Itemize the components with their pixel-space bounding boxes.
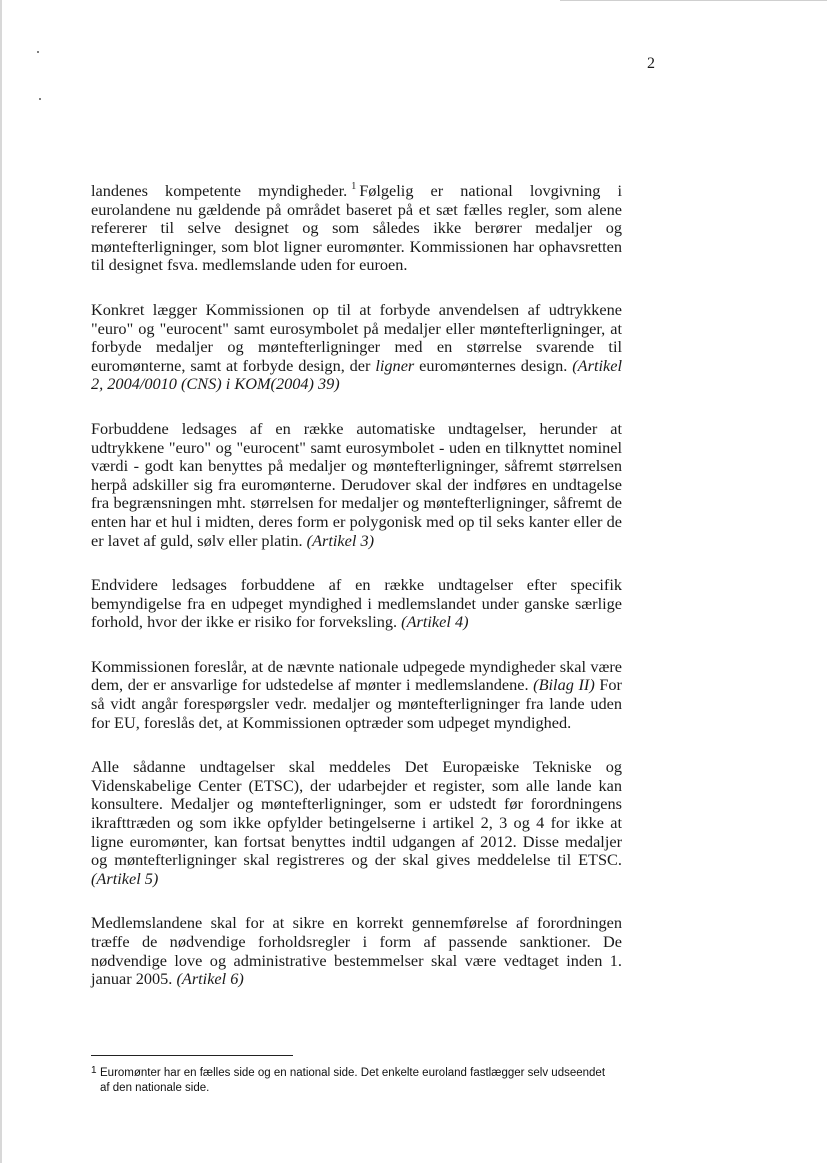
scan-edge-line: [0, 0, 2, 1163]
reference-text: (Artikel 4): [401, 612, 469, 632]
reference-text: (Artikel 3): [306, 530, 375, 550]
paragraph: [91, 178, 622, 275]
paragraph-text: Kommissionen foreslår, at de nævnte nationale udpegede myndigheder skal være dem, der er ansvarlige for udstedelse af mønter i medlemslandene.: [91, 656, 622, 695]
paragraph-text: Medlemslandene skal for at sikre en korrekt gennemførelse af forordningen træffe de nødvendige forholdsregler i form af passende sanktioner. De nødvendige love og administrative bestemmelser skal være vedtaget inden 1. januar 2005.: [91, 913, 622, 989]
paragraph-text: Alle sådanne undtagelser skal meddeles Det Europæiske Tekniske og Videnskabelige Center (ETSC), der udarbejder et register, som alle lande kan konsultere. Medaljer og møntefterligninger, som er udstedt før forordningens ikrafttræden og som ikke opfylder betingelserne i artikel 2, 3 og 4 for ikke at ligne euromønter, kan fortsat benyttes indtil udgangen af 2012. Disse medaljer og møntefterligninger skal registreres og der skal gives meddelelse til ETSC.: [91, 757, 622, 870]
footnote-rule: [91, 1055, 293, 1056]
footnote-reference: 1: [351, 181, 357, 192]
footnote: [91, 1066, 611, 1096]
paragraph: [91, 576, 622, 632]
scan-top-line: [560, 0, 827, 1]
reference-text: (Bilag II): [533, 675, 595, 695]
footnote-mark: 1: [91, 1065, 97, 1076]
paragraph-text: For så vidt angår forespørgsler vedr. medaljer og møntefterligninger fra lande uden for EU, foreslås det, at Kommissionen optræder som udpeget myndighed.: [91, 675, 622, 732]
body-text: [91, 178, 622, 1015]
paragraph: [91, 301, 622, 394]
scan-speck: [37, 51, 39, 53]
paragraph: [91, 420, 622, 550]
paragraph-text: landenes kompetente myndigheder.: [91, 181, 348, 200]
paragraph-text: Følgelig er national lovgivning i eurolandene nu gældende på området baseret på et sæt fælles regler, som alene refererer til selve designet og som således ikke berører medaljer og møntefterligninger, som blot ligner euromønter. Kommissionen har ophavsretten til designet fsva. medlemslande uden for euroen.: [91, 181, 622, 275]
paragraph-text: euromønternes design.: [414, 355, 573, 375]
reference-text: (Artikel 2, 2004/0010 (CNS) i KOM(2004) 39): [91, 355, 622, 394]
scan-speck: [39, 98, 41, 100]
page-number: 2: [647, 55, 655, 72]
reference-text: ligner: [375, 355, 415, 375]
reference-text: (Artikel 6): [176, 969, 244, 989]
paragraph: [91, 658, 622, 732]
paragraph-text: Konkret lægger Kommissionen op til at forbyde anvendelsen af udtrykkene "euro" og "eurocent" samt eurosymbolet på medaljer eller møntefterligninger, at forbyde medaljer og møntefterligninger med en størrelse svarende til euromønterne, samt at forbyde design, der: [91, 299, 622, 375]
paragraph-text: Forbuddene ledsages af en række automatiske undtagelser, herunder at udtrykkene "euro" og "eurocent" samt eurosymbolet - uden en tilknyttet nominel værdi - godt kan benyttes på medaljer og møntefterligninger, såfremt størrelsen herpå adskiller sig fra euromønterne. Derudover skal der indføres en undtagelse fra begrænsningen mht. størrelsen for medaljer og møntefterligninger, såfremt de enten har et hul i midten, deres form er polygonisk med op til seks kanter eller de er lavet af guld, sølv eller platin.: [91, 418, 622, 550]
paragraph: [91, 914, 622, 988]
reference-text: (Artikel 5): [91, 868, 159, 888]
paragraph: [91, 758, 622, 888]
footnote-text: Euromønter har en fælles side og en national side. Det enkelte euroland fastlægger selv udseendet af den nationale side.: [100, 1067, 606, 1094]
paragraph-text: Endvidere ledsages forbuddene af en række undtagelser efter specifik bemyndigelse fra en udpeget myndighed i medlemslandet under ganske særlige forhold, hvor der ikke er risiko for forveksling.: [91, 575, 622, 632]
